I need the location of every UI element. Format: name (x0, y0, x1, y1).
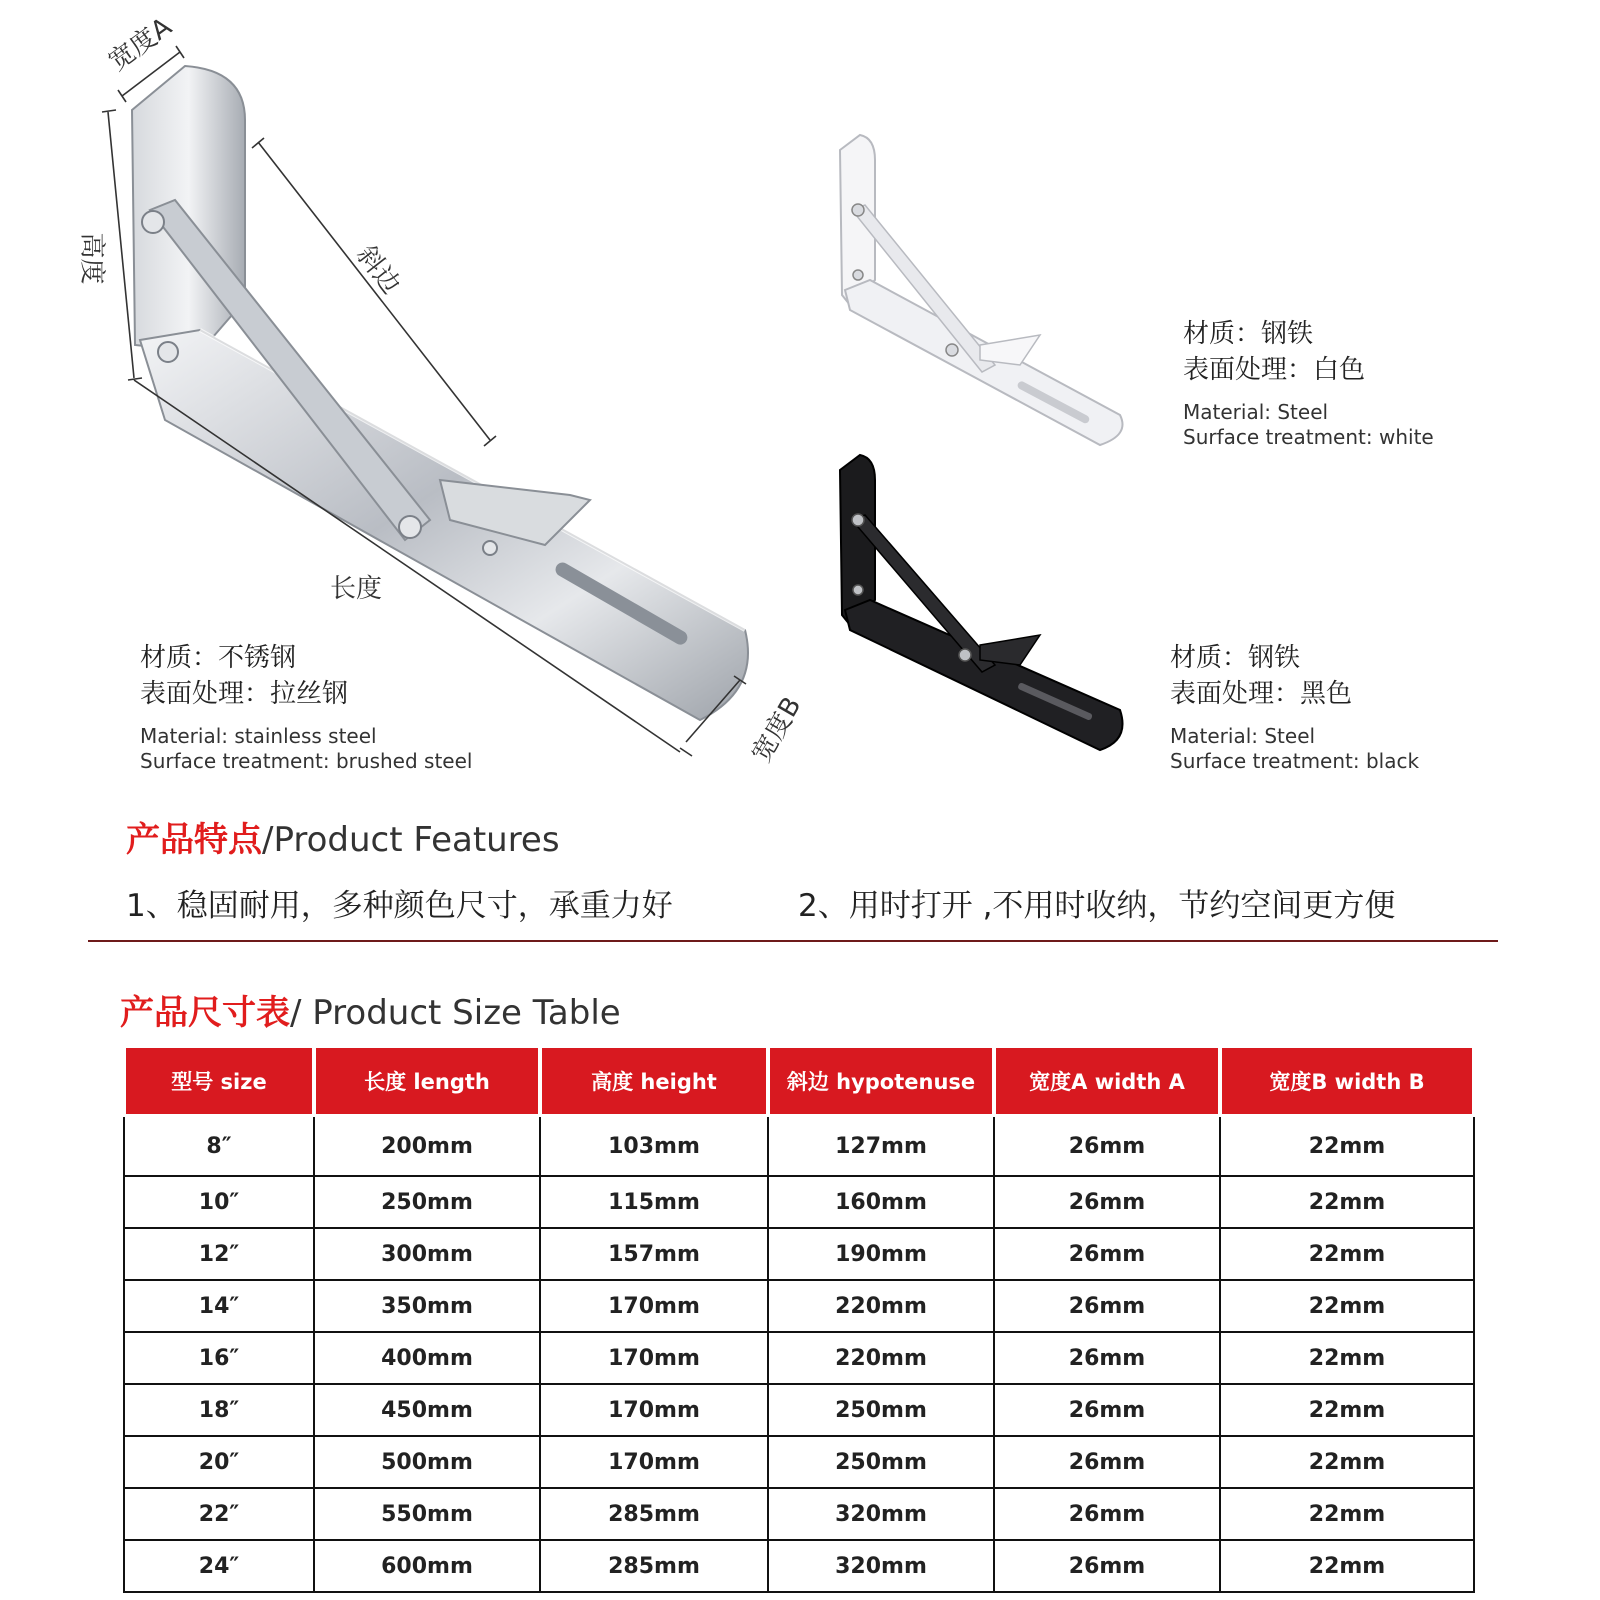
height-label: 高度 (76, 232, 107, 285)
table-cell: 250mm (768, 1436, 994, 1488)
features-title (126, 812, 560, 861)
white-bracket-image (830, 130, 1150, 450)
width-b-label: 宽度B (746, 692, 808, 768)
black-bracket-image (830, 450, 1150, 770)
surface-en: Surface treatment: brushed steel (140, 749, 473, 773)
table-cell: 220mm (768, 1280, 994, 1332)
length-label: 长度 (330, 574, 383, 604)
table-cell: 190mm (768, 1228, 994, 1280)
table-cell: 26mm (994, 1540, 1220, 1592)
table-row (124, 1228, 1474, 1280)
features-title-slash: / (262, 820, 274, 860)
header-size: 型号 size (124, 1048, 314, 1116)
table-cell: 14″ (124, 1280, 314, 1332)
table-cell: 26mm (994, 1116, 1220, 1177)
table-cell: 300mm (314, 1228, 540, 1280)
surface-zh: 表面处理：白色 (1183, 355, 1366, 385)
header-height: 高度 height (540, 1048, 768, 1116)
table-cell: 22mm (1220, 1228, 1474, 1280)
material-en: Material: stainless steel (140, 724, 377, 748)
table-cell: 500mm (314, 1436, 540, 1488)
table-cell: 115mm (540, 1176, 768, 1228)
table-row (124, 1488, 1474, 1540)
surface-zh: 表面处理：黑色 (1170, 679, 1353, 709)
table-cell: 22mm (1220, 1332, 1474, 1384)
table-cell: 170mm (540, 1280, 768, 1332)
table-cell: 22mm (1220, 1384, 1474, 1436)
table-row (124, 1384, 1474, 1436)
table-cell: 127mm (768, 1116, 994, 1177)
table-cell: 10″ (124, 1176, 314, 1228)
hypotenuse-label: 斜边 (350, 240, 406, 300)
material-zh: 材质：不锈钢 (140, 643, 297, 673)
table-row (124, 1280, 1474, 1332)
table-cell: 26mm (994, 1176, 1220, 1228)
features-title-zh: 产品特点 (126, 820, 262, 860)
table-cell: 26mm (994, 1228, 1220, 1280)
table-cell: 250mm (314, 1176, 540, 1228)
size-table-body (124, 1116, 1474, 1593)
table-cell: 157mm (540, 1228, 768, 1280)
section-divider (88, 940, 1498, 942)
table-cell: 26mm (994, 1332, 1220, 1384)
table-cell: 320mm (768, 1540, 994, 1592)
surface-en: Surface treatment: black (1170, 749, 1420, 773)
black-spec (1170, 640, 1419, 774)
table-cell: 250mm (768, 1384, 994, 1436)
table-cell: 220mm (768, 1332, 994, 1384)
surface-en: Surface treatment: white (1183, 425, 1434, 449)
stainless-spec (140, 640, 472, 774)
material-en: Material: Steel (1183, 400, 1329, 424)
table-cell: 26mm (994, 1436, 1220, 1488)
table-cell: 170mm (540, 1332, 768, 1384)
table-cell: 22mm (1220, 1280, 1474, 1332)
surface-zh: 表面处理：拉丝钢 (140, 679, 349, 709)
table-row (124, 1332, 1474, 1384)
header-hypotenuse: 斜边 hypotenuse (768, 1048, 994, 1116)
table-cell: 26mm (994, 1488, 1220, 1540)
table-cell: 400mm (314, 1332, 540, 1384)
table-row (124, 1176, 1474, 1228)
table-cell: 103mm (540, 1116, 768, 1177)
feature-item-1: 1、稳固耐用，多种颜色尺寸，承重力好 (126, 888, 673, 924)
material-en: Material: Steel (1170, 724, 1316, 748)
size-table (122, 1048, 1476, 1593)
table-cell: 320mm (768, 1488, 994, 1540)
white-spec (1183, 316, 1434, 450)
table-cell: 550mm (314, 1488, 540, 1540)
table-cell: 285mm (540, 1540, 768, 1592)
table-cell: 18″ (124, 1384, 314, 1436)
table-cell: 22mm (1220, 1488, 1474, 1540)
features-title-en: Product Features (273, 820, 560, 860)
table-cell: 12″ (124, 1228, 314, 1280)
table-cell: 24″ (124, 1540, 314, 1592)
size-table-title-slash: / (290, 993, 302, 1033)
table-cell: 22mm (1220, 1540, 1474, 1592)
material-zh: 材质：钢铁 (1170, 643, 1301, 673)
table-cell: 22″ (124, 1488, 314, 1540)
table-cell: 200mm (314, 1116, 540, 1177)
size-table-title (120, 985, 621, 1034)
table-cell: 600mm (314, 1540, 540, 1592)
table-cell: 160mm (768, 1176, 994, 1228)
size-table-title-en: Product Size Table (301, 993, 621, 1033)
header-width-b: 宽度B width B (1220, 1048, 1474, 1116)
table-cell: 22mm (1220, 1436, 1474, 1488)
header-length: 长度 length (314, 1048, 540, 1116)
table-cell: 8″ (124, 1116, 314, 1177)
size-table-title-zh: 产品尺寸表 (120, 993, 290, 1033)
table-row (124, 1436, 1474, 1488)
width-a-label: 宽度A (103, 11, 178, 78)
table-cell: 450mm (314, 1384, 540, 1436)
header-width-a: 宽度A width A (994, 1048, 1220, 1116)
table-cell: 170mm (540, 1436, 768, 1488)
table-cell: 285mm (540, 1488, 768, 1540)
table-cell: 170mm (540, 1384, 768, 1436)
feature-item-2: 2、用时打开 ,不用时收纳，节约空间更方便 (798, 888, 1396, 924)
table-cell: 22mm (1220, 1116, 1474, 1177)
material-zh: 材质：钢铁 (1183, 319, 1314, 349)
table-cell: 20″ (124, 1436, 314, 1488)
table-cell: 350mm (314, 1280, 540, 1332)
table-row (124, 1540, 1474, 1592)
table-cell: 16″ (124, 1332, 314, 1384)
table-cell: 22mm (1220, 1176, 1474, 1228)
table-row (124, 1116, 1474, 1177)
size-table-header-row (124, 1048, 1474, 1116)
table-cell: 26mm (994, 1280, 1220, 1332)
table-cell: 26mm (994, 1384, 1220, 1436)
